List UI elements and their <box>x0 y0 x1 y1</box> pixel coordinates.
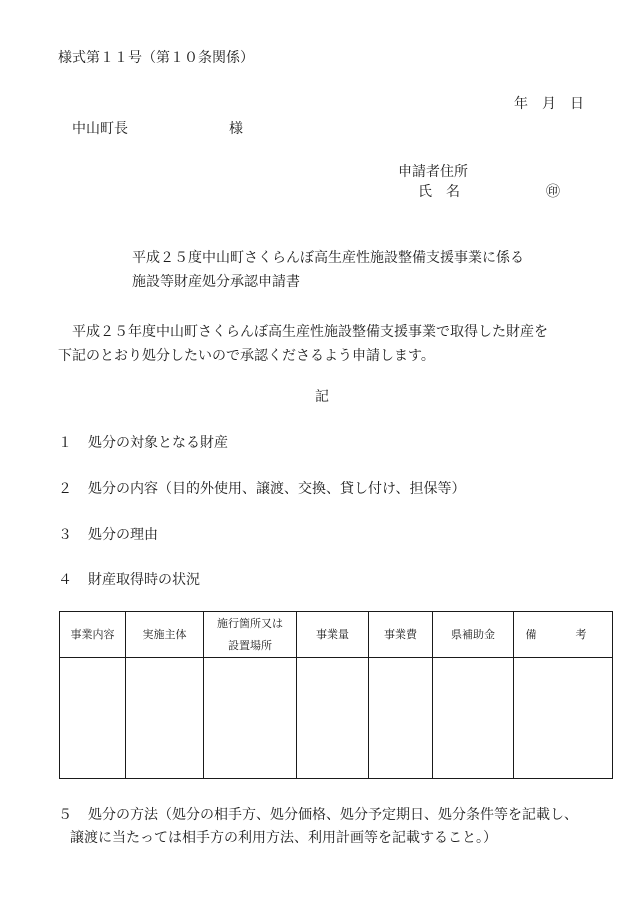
item-3 <box>58 527 158 544</box>
header-prefecture-subsidy: 県補助金 <box>433 612 514 658</box>
header-project-cost: 事業費 <box>369 612 433 658</box>
item-text: 処分の対象となる財産 <box>88 435 228 451</box>
header-remarks <box>514 612 613 658</box>
form-number: 様式第１１号（第１０条関係） <box>58 50 254 66</box>
seal-mark: ㊞ <box>546 184 560 200</box>
table-cell[interactable] <box>297 658 369 779</box>
header-project-volume: 事業量 <box>297 612 369 658</box>
header-implementing-body: 実施主体 <box>126 612 204 658</box>
addressee-name: 中山町長 <box>72 121 128 137</box>
table-cell[interactable] <box>514 658 613 779</box>
table-cell[interactable] <box>126 658 204 779</box>
acquisition-status-table <box>59 611 613 779</box>
item-number: １ <box>58 435 72 451</box>
item-number: ３ <box>58 527 72 543</box>
item-5 <box>58 807 578 824</box>
item-5-continuation: 譲渡に当たっては相手方の利用方法、利用計画等を記載すること。） <box>70 830 497 846</box>
header-project-content: 事業内容 <box>60 612 126 658</box>
item-text: 処分の内容（目的外使用、譲渡、交換、貸し付け、担保等） <box>88 481 466 497</box>
item-text: 処分の理由 <box>88 527 158 543</box>
ki-heading: 記 <box>315 389 329 405</box>
item-1 <box>58 435 228 452</box>
date-line: 年 月 日 <box>514 96 584 112</box>
item-text: 処分の方法（処分の相手方、処分価格、処分予定期日、処分条件等を記載し、 <box>88 807 578 823</box>
item-number: ４ <box>58 572 72 588</box>
table-header-row <box>60 612 613 658</box>
title-line-2: 施設等財産処分承認申請書 <box>132 274 300 290</box>
table-cell[interactable] <box>433 658 514 779</box>
table-row <box>60 658 613 779</box>
item-number: ５ <box>58 807 72 823</box>
body-line-2: 下記のとおり処分したいので承認くださるよう申請します。 <box>58 348 435 364</box>
header-location <box>204 612 297 658</box>
header-location-line1: 施行箇所又は <box>217 616 283 630</box>
item-2 <box>58 481 465 498</box>
addressee <box>72 121 243 138</box>
title-line-1: 平成２５度中山町さくらんぼ高生産性施設整備支援事業に係る <box>132 250 524 266</box>
item-text: 財産取得時の状況 <box>88 572 200 588</box>
table-cell[interactable] <box>60 658 126 779</box>
table-cell[interactable] <box>369 658 433 779</box>
body-text <box>58 320 618 368</box>
body-line-1: 平成２５年度中山町さくらんぼ高生産性施設整備支援事業で取得した財産を <box>72 324 548 340</box>
table-cell[interactable] <box>204 658 297 779</box>
applicant-name-label: 氏 名 <box>418 184 460 200</box>
applicant-address-label: 申請者住所 <box>398 164 468 180</box>
item-4 <box>58 572 200 589</box>
item-number: ２ <box>58 481 72 497</box>
header-remarks-text: 備 考 <box>525 627 601 641</box>
header-location-line2: 設置場所 <box>228 638 272 652</box>
honorific: 様 <box>229 121 243 137</box>
